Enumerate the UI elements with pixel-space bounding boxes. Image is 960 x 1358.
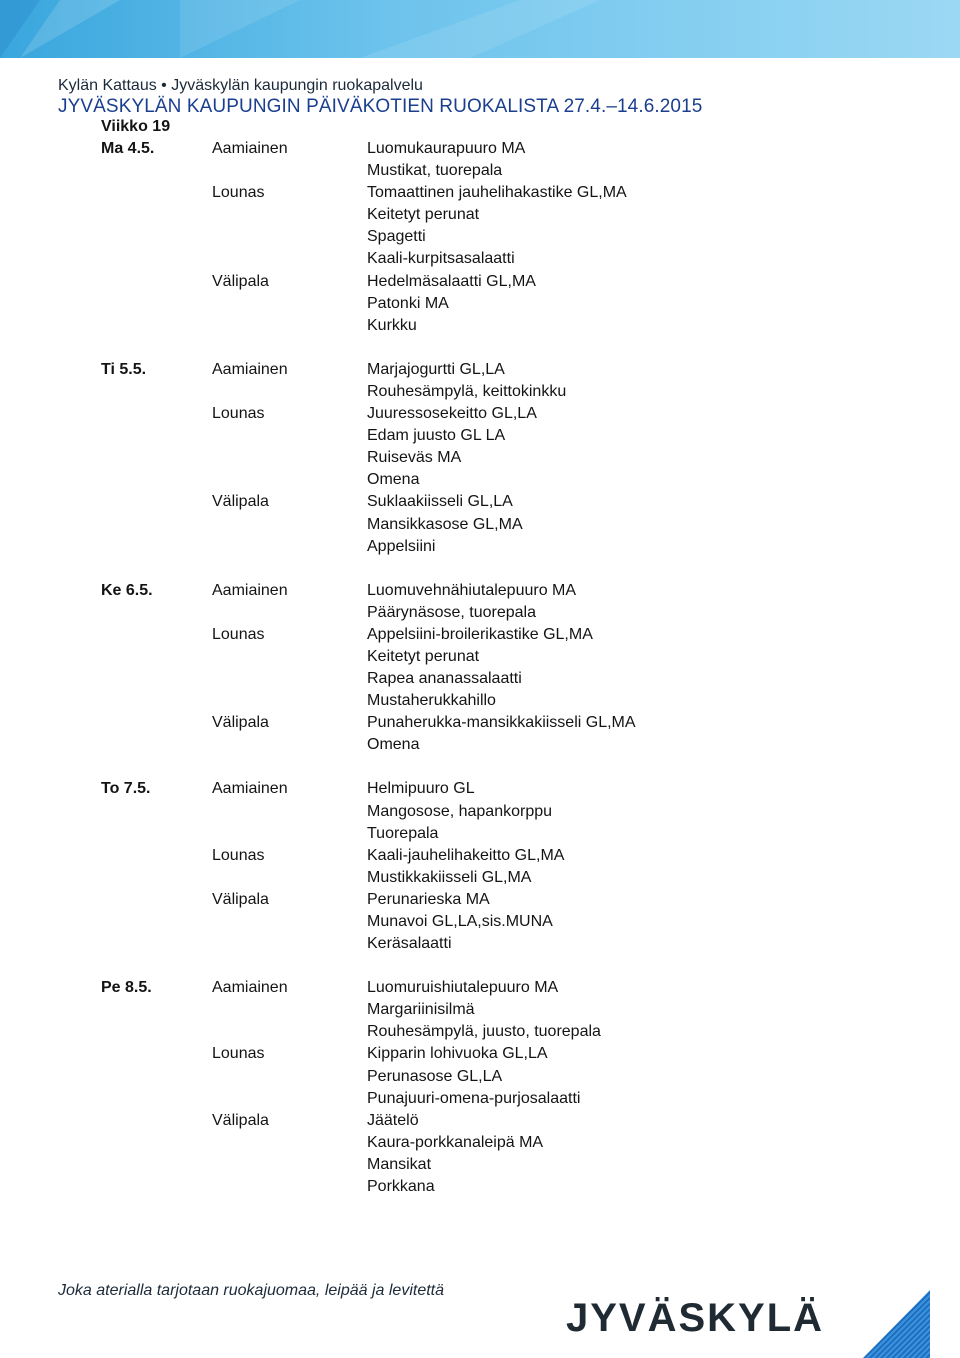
meal-label: Välipala (212, 272, 269, 290)
meal-label: Lounas (212, 184, 265, 202)
menu-row (0, 778, 960, 800)
day-label: Ma 4.5. (101, 140, 155, 157)
menu-row (0, 1066, 960, 1088)
meal-label: Lounas (212, 846, 265, 864)
food-item: Kaura-porkkanaleipä MA (367, 1133, 544, 1151)
document-title: JYVÄSKYLÄN KAUPUNGIN PÄIVÄKOTIEN RUOKALISTA 27.4.–14.6.2015 (58, 96, 703, 117)
menu-row (0, 359, 960, 381)
document-header (58, 76, 702, 119)
food-item: Keräsalaatti (367, 935, 452, 953)
food-item: Edam juusto GL LA (367, 427, 506, 445)
meal-label: Aamiainen (212, 140, 288, 157)
footer-note: Joka aterialla tarjotaan ruokajuomaa, leipää ja levitettä (58, 1282, 445, 1299)
food-item: Tomaattinen jauhelihakastike GL,MA (367, 184, 627, 202)
menu-row (0, 182, 960, 204)
menu-row (0, 933, 960, 955)
meal-label: Välipala (212, 493, 269, 511)
logo-wordmark: JYVÄSKYLÄ (566, 1296, 825, 1340)
menu-day (0, 580, 960, 757)
menu-row (0, 1021, 960, 1043)
food-item: Tuorepala (367, 824, 439, 842)
day-label: To 7.5. (101, 780, 151, 798)
menu-row (0, 1132, 960, 1154)
meal-label: Aamiainen (212, 360, 288, 378)
food-item: Rapea ananassalaatti (367, 670, 522, 688)
day-label: Pe 8.5. (101, 979, 152, 997)
menu-row (0, 226, 960, 248)
week-label: Viikko 19 (101, 118, 171, 135)
menu-row (0, 248, 960, 270)
menu-row (0, 1043, 960, 1065)
meal-label: Aamiainen (212, 581, 288, 599)
food-item: Luomuruishiutalepuuro MA (367, 979, 559, 997)
menu-row (0, 889, 960, 911)
meal-label: Aamiainen (212, 979, 288, 997)
menu-row (0, 823, 960, 845)
menu-row (0, 1110, 960, 1132)
menu-row (0, 712, 960, 734)
meal-label: Välipala (212, 714, 269, 732)
menu-row (0, 381, 960, 403)
food-item: Margariinisilmä (367, 1001, 475, 1019)
menu-day (0, 359, 960, 558)
menu-row (0, 845, 960, 867)
jyvaskyla-logo (566, 1290, 930, 1358)
food-item: Spagetti (367, 228, 426, 246)
food-item: Luomuvehnähiutalepuuro MA (367, 581, 577, 599)
menu-row (0, 999, 960, 1021)
food-item: Mansikat (367, 1155, 432, 1173)
menu-row (0, 536, 960, 558)
food-item: Keitetyt perunat (367, 647, 480, 665)
menu-row (0, 514, 960, 536)
food-item: Päärynäsose, tuorepala (367, 603, 536, 621)
menu-row (0, 403, 960, 425)
food-item: Suklaakiisseli GL,LA (367, 493, 513, 511)
food-item: Kaali-kurpitsasalaatti (367, 250, 515, 268)
menu-row (0, 204, 960, 226)
food-item: Luomukaurapuuro MA (367, 140, 526, 157)
meal-label: Lounas (212, 405, 265, 423)
menu-row (0, 977, 960, 999)
food-item: Helmipuuro GL (367, 780, 475, 798)
menu-row (0, 425, 960, 447)
menu-row (0, 734, 960, 756)
menu-row (0, 646, 960, 668)
food-item: Kipparin lohivuoka GL,LA (367, 1045, 548, 1063)
menu-day (0, 778, 960, 955)
menu-row (0, 624, 960, 646)
meal-label: Välipala (212, 890, 269, 908)
food-item: Keitetyt perunat (367, 206, 480, 224)
menu-row (0, 580, 960, 602)
menu-row (0, 293, 960, 315)
menu-row (0, 138, 960, 160)
menu-row (0, 160, 960, 182)
food-item: Omena (367, 736, 420, 754)
day-label: Ti 5.5. (101, 360, 147, 378)
menu-list (0, 138, 960, 1220)
food-item: Mangosose, hapankorppu (367, 802, 553, 820)
food-item: Punajuuri-omena-purjosalaatti (367, 1089, 581, 1107)
meal-label: Lounas (212, 1045, 265, 1063)
menu-row (0, 602, 960, 624)
food-item: Mustaherukkahillo (367, 692, 496, 710)
food-item: Perunasose GL,LA (367, 1067, 503, 1085)
meal-label: Aamiainen (212, 780, 288, 798)
menu-row (0, 690, 960, 712)
food-item: Punaherukka-mansikkakiisseli GL,MA (367, 714, 636, 732)
food-item: Patonki MA (367, 294, 449, 312)
menu-row (0, 469, 960, 491)
menu-row (0, 491, 960, 513)
menu-row (0, 447, 960, 469)
menu-row (0, 867, 960, 889)
header-banner (0, 0, 960, 58)
organization-name: Kylän Kattaus • Jyväskylän kaupungin ruokapalvelu (58, 77, 423, 94)
menu-row (0, 668, 960, 690)
banner-decoration (0, 0, 960, 58)
food-item: Mustikat, tuorepala (367, 162, 503, 180)
meal-label: Välipala (212, 1111, 269, 1129)
menu-day (0, 138, 960, 337)
food-item: Porkkana (367, 1178, 435, 1196)
food-item: Kurkku (367, 316, 417, 334)
menu-row (0, 271, 960, 293)
food-item: Juuressosekeitto GL,LA (367, 405, 537, 423)
food-item: Perunarieska MA (367, 890, 490, 908)
food-item: Hedelmäsalaatti GL,MA (367, 272, 536, 290)
food-item: Appelsiini-broilerikastike GL,MA (367, 625, 593, 643)
menu-row (0, 1154, 960, 1176)
food-item: Rouhesämpylä, keittokinkku (367, 382, 567, 400)
menu-day (0, 977, 960, 1198)
menu-row (0, 1176, 960, 1198)
meal-label: Lounas (212, 625, 265, 643)
food-item: Appelsiini (367, 537, 436, 555)
food-item: Mustikkakiisseli GL,MA (367, 868, 532, 886)
logo-corner-mark (863, 1290, 930, 1358)
menu-row (0, 315, 960, 337)
menu-row (0, 1088, 960, 1110)
food-item: Jäätelö (367, 1111, 419, 1129)
food-item: Munavoi GL,LA,sis.MUNA (367, 913, 553, 930)
food-item: Kaali-jauhelihakeitto GL,MA (367, 846, 565, 864)
day-label: Ke 6.5. (101, 581, 153, 599)
food-item: Rouhesämpylä, juusto, tuorepala (367, 1023, 601, 1041)
food-item: Mansikkasose GL,MA (367, 515, 523, 533)
food-item: Omena (367, 471, 420, 489)
menu-row (0, 911, 960, 933)
food-item: Marjajogurtti GL,LA (367, 360, 505, 378)
food-item: Ruiseväs MA (367, 449, 462, 467)
menu-row (0, 801, 960, 823)
